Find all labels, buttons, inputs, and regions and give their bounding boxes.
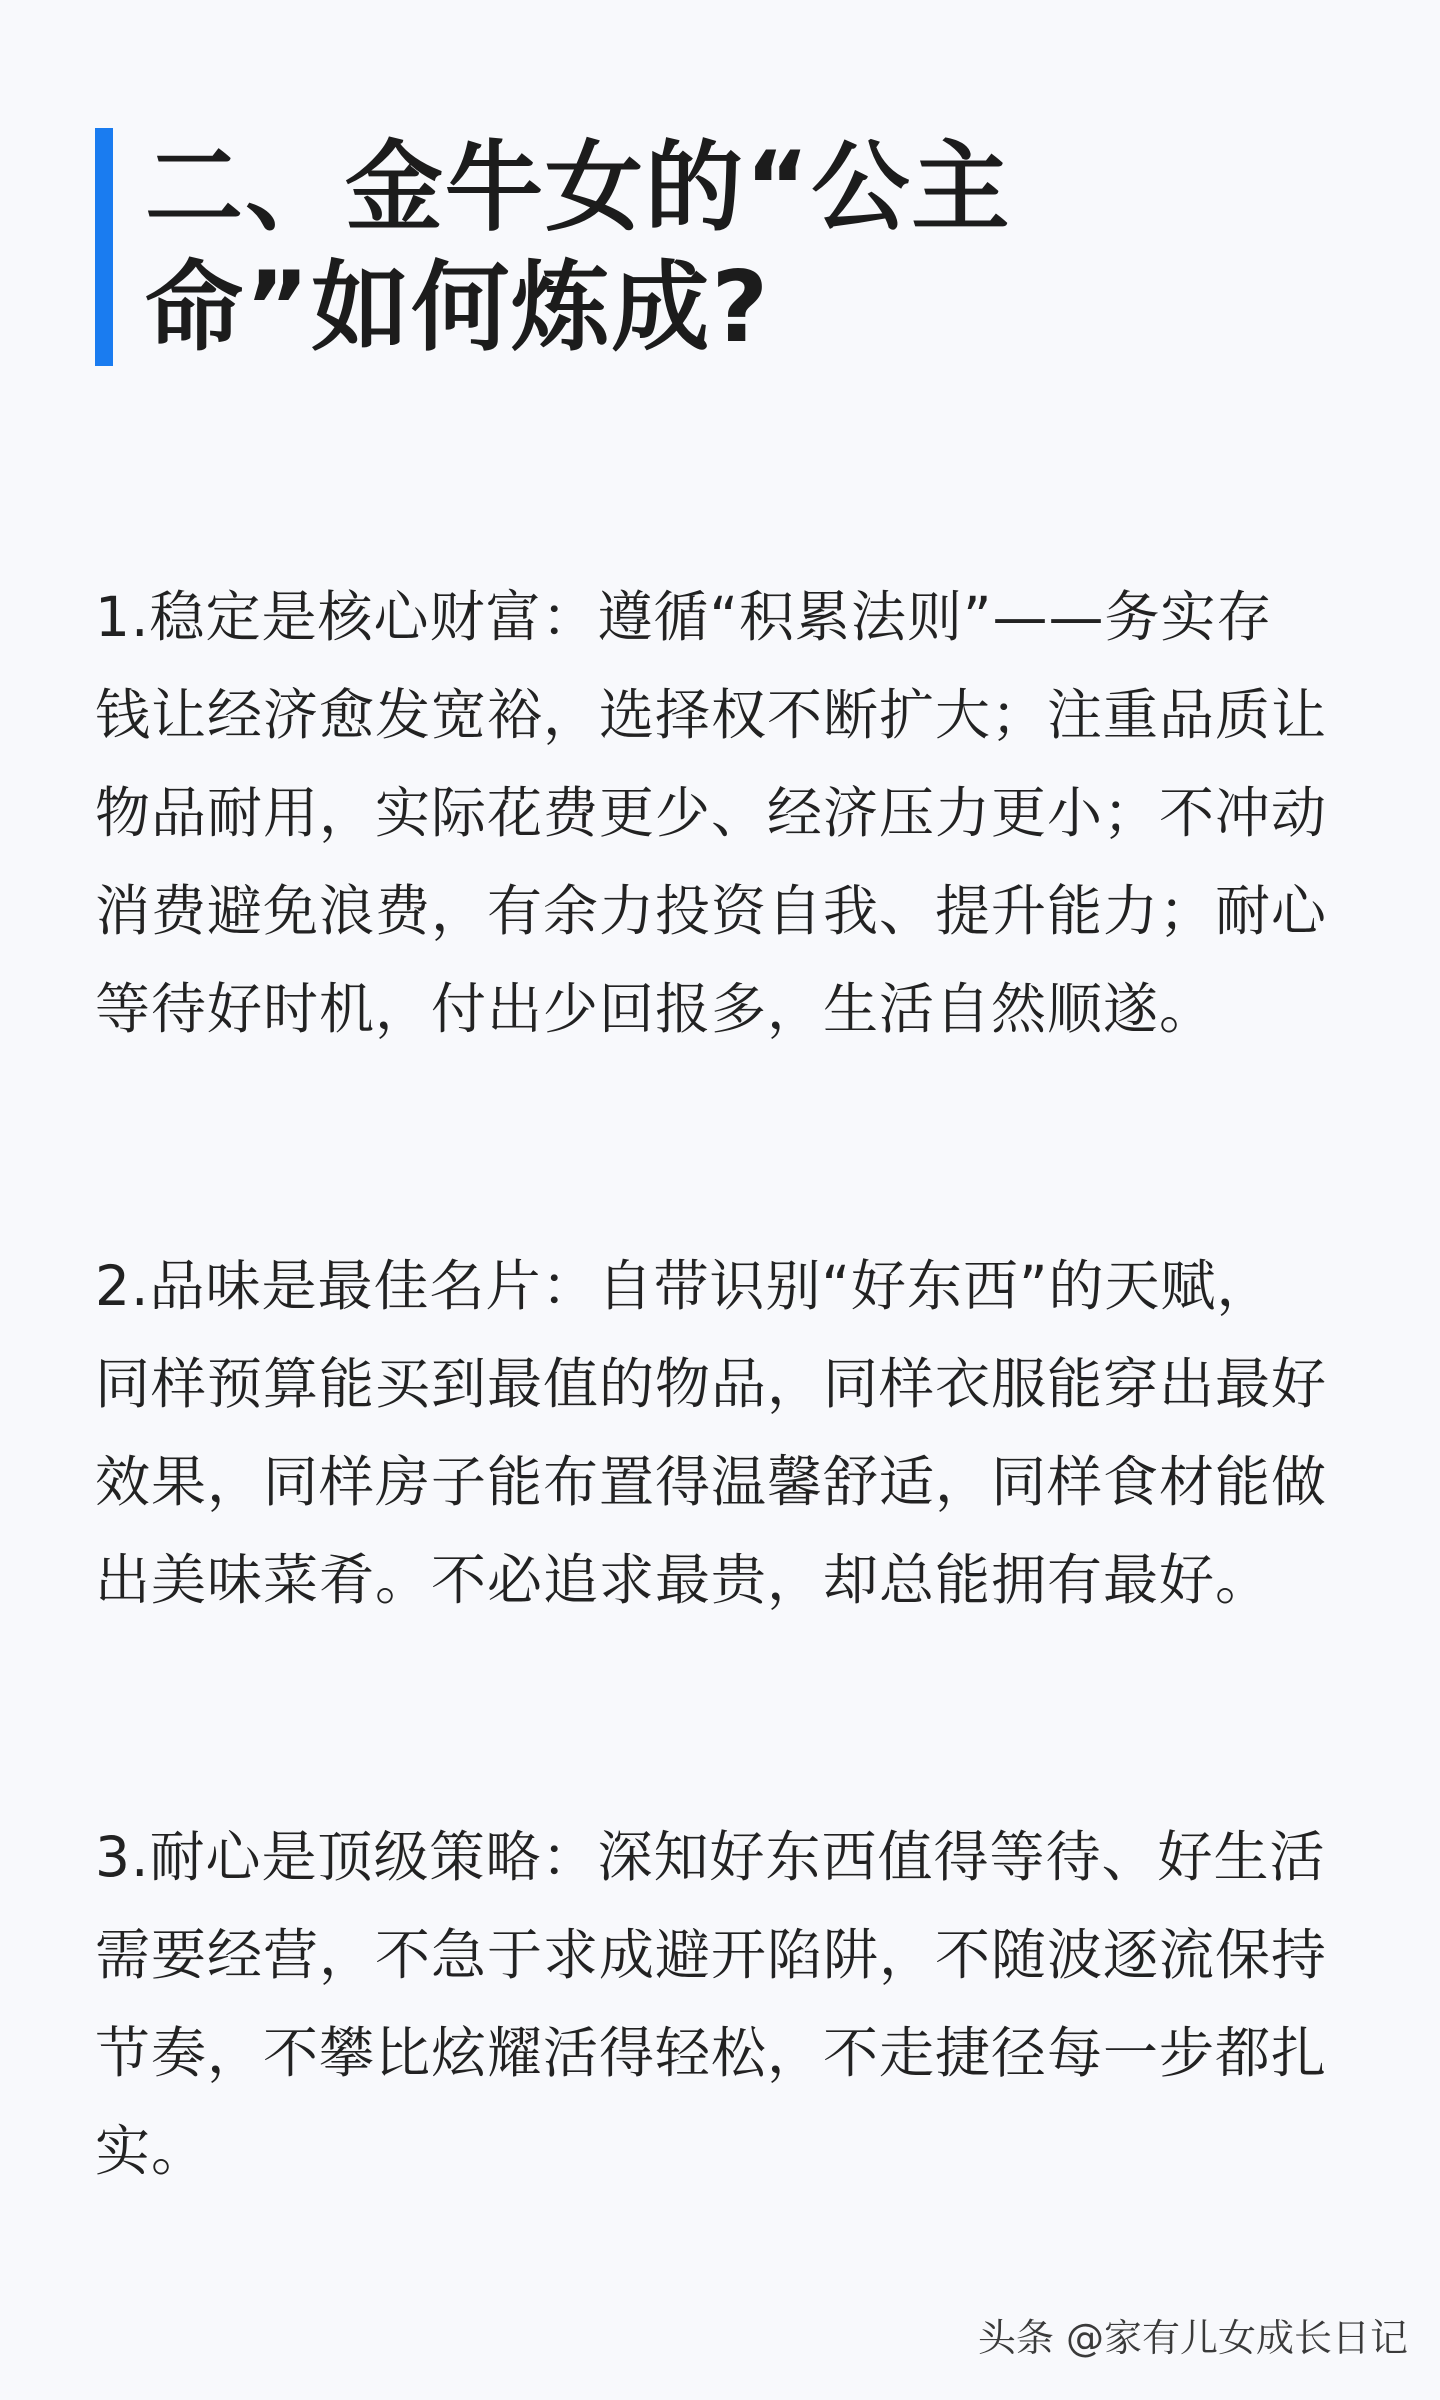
paragraph-line: 3.耐心是顶级策略：深知好东西值得等待、好生活 (95, 1825, 1326, 1889)
paragraph-line: 钱让经济愈发宽裕，选择权不断扩大；注重品质让 (95, 683, 1328, 747)
heading-title (145, 128, 1105, 368)
heading-line: 命”如何炼成? (145, 251, 771, 365)
heading-line: 二、金牛女的“公主 (145, 131, 1012, 245)
paragraph-line: 等待好时机，付出少回报多，生活自然顺遂。 (95, 977, 1216, 1041)
heading-accent-bar (95, 128, 113, 366)
paragraph-line: 同样预算能买到最值的物品，同样衣服能穿出最好 (95, 1352, 1328, 1416)
paragraph-line: 出美味菜肴。不必追求最贵，却总能拥有最好。 (95, 1548, 1272, 1612)
paragraph-line: 消费避免浪费，有余力投资自我、提升能力；耐心 (95, 879, 1328, 943)
paragraph-line: 效果，同样房子能布置得温馨舒适，同样食材能做 (95, 1450, 1328, 1514)
section-heading (95, 128, 1095, 368)
paragraph-patience (95, 1808, 1345, 2200)
paragraph-line: 实。 (95, 2119, 208, 2183)
paragraph-stability (95, 568, 1345, 1058)
paragraph-line: 节奏，不攀比炫耀活得轻松，不走捷径每一步都扎 (95, 2021, 1328, 2085)
paragraph-taste (95, 1237, 1345, 1629)
source-watermark: 头条 @家有儿女成长日记 (977, 2316, 1408, 2360)
paragraph-line: 1.稳定是核心财富：遵循“积累法则”——务实存 (95, 585, 1273, 649)
paragraph-line: 2.品味是最佳名片：自带识别“好东西”的天赋， (95, 1254, 1273, 1318)
paragraph-line: 需要经营，不急于求成避开陷阱，不随波逐流保持 (95, 1923, 1328, 1987)
paragraph-line: 物品耐用，实际花费更少、经济压力更小；不冲动 (95, 781, 1328, 845)
